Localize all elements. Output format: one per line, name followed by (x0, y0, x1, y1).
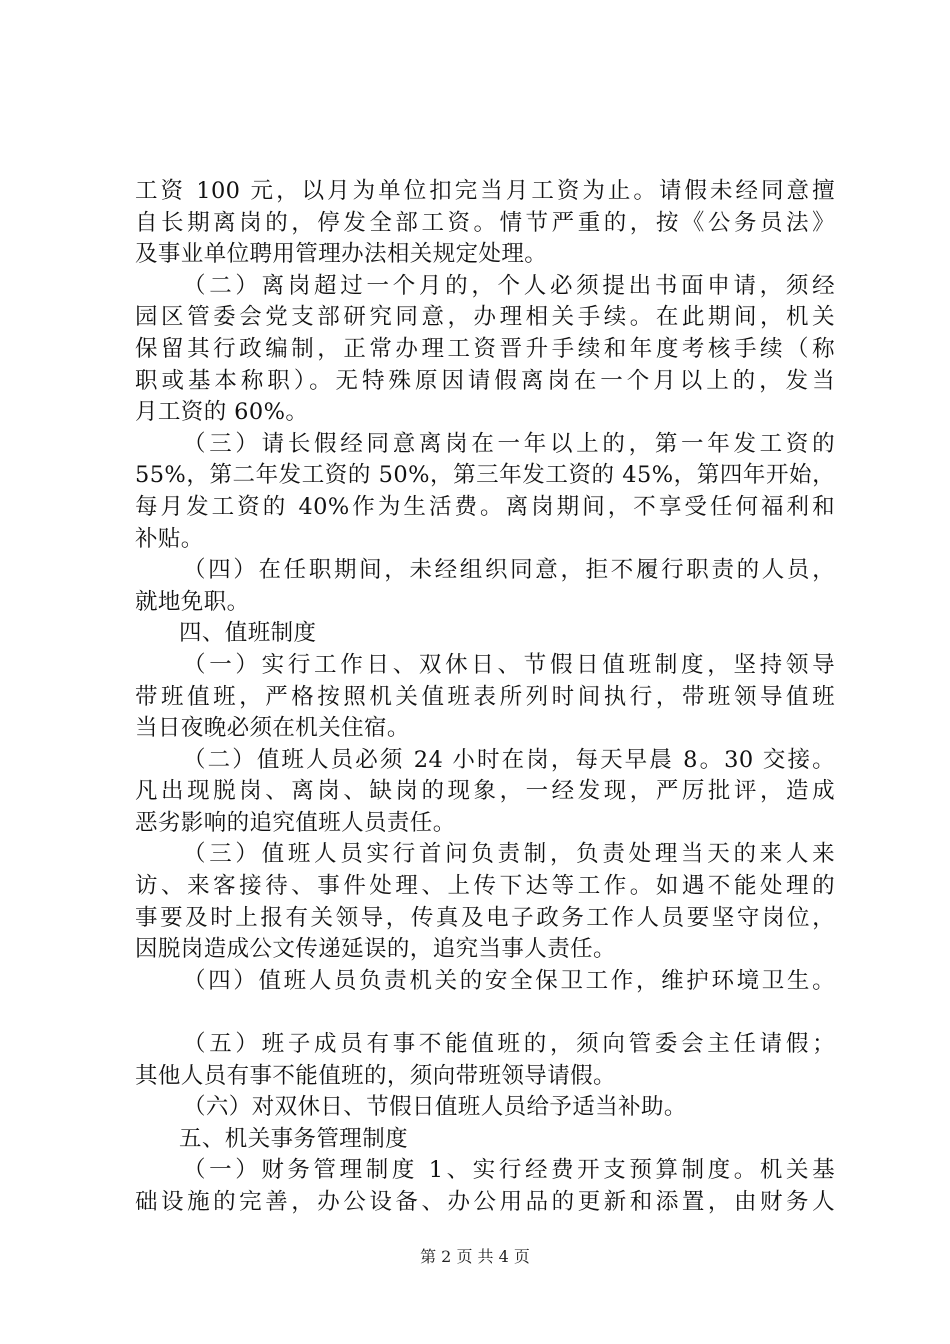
body-line: 础设施的完善，办公设备、办公用品的更新和添置，由财务人 (135, 1189, 835, 1215)
page-footer (0, 1244, 950, 1267)
body-line: 及事业单位聘用管理办法相关规定处理。 (135, 241, 548, 268)
body-line: （五）班子成员有事不能值班的，须向管委会主任请假； (183, 1031, 835, 1058)
body-line: 凡出现脱岗、离岗、缺岗的现象，一经发现，严厉批评，造成 (135, 778, 835, 805)
body-line: 55%，第二年发工资的 50%，第三年发工资的 45%，第四年开始， (135, 462, 835, 489)
body-line: 事要及时上报有关领导，传真及电子政务工作人员要坚守岗位， (135, 904, 835, 931)
body-line: 就地免职。 (135, 588, 250, 615)
body-line: （二）值班人员必须 24 小时在岗，每天早晨 8。30 交接。 (183, 746, 835, 773)
body-line: 补贴。 (135, 525, 204, 552)
body-line: （六）对双休日、节假日值班人员给予适当补助。 (183, 1094, 687, 1121)
body-line: （四）值班人员负责机关的安全保卫工作，维护环境卫生。 (183, 967, 835, 994)
body-line: （四）在任职期间，未经组织同意，拒不履行职责的人员， (183, 557, 835, 584)
section-heading: 四、值班制度 (179, 620, 317, 647)
body-line: （一）财务管理制度 1、实行经费开支预算制度。机关基 (183, 1157, 835, 1184)
body-line: 每月发工资的 40%作为生活费。离岗期间，不享受任何福利和 (135, 493, 835, 520)
body-line: 园区管委会党支部研究同意，办理相关手续。在此期间，机关 (135, 304, 835, 331)
document-body (135, 176, 835, 1219)
body-line: 月工资的 60%。 (135, 399, 309, 426)
body-line: （三）值班人员实行首问负责制，负责处理当天的来人来 (183, 841, 835, 868)
page-number: 第 2 页 共 4 页 (420, 1247, 530, 1266)
section-heading: 五、机关事务管理制度 (179, 1125, 409, 1152)
body-line: （三）请长假经同意离岗在一年以上的，第一年发工资的 (183, 430, 835, 457)
blank-line (135, 997, 835, 1029)
body-line: 带班值班，严格按照机关值班表所列时间执行，带班领导值班 (135, 683, 835, 710)
body-line: 因脱岗造成公文传递延误的，追究当事人责任。 (135, 936, 616, 963)
body-line: 保留其行政编制，正常办理工资晋升手续和年度考核手续（称 (135, 335, 835, 362)
body-line: 恶劣影响的追究值班人员责任。 (135, 809, 456, 836)
body-line: 职或基本称职）。无特殊原因请假离岗在一个月以上的，发当 (135, 367, 835, 394)
body-line: 其他人员有事不能值班的，须向带班领导请假。 (135, 1062, 616, 1089)
body-line: 自长期离岗的，停发全部工资。情节严重的，按《公务员法》 (135, 209, 835, 236)
body-line: 工资 100 元，以月为单位扣完当月工资为止。请假未经同意擅 (135, 178, 835, 204)
body-line: 访、来客接待、事件处理、上传下达等工作。如遇不能处理的 (135, 873, 835, 900)
body-line: 当日夜晚必须在机关住宿。 (135, 715, 410, 742)
body-line: （一）实行工作日、双休日、节假日值班制度，坚持领导 (183, 651, 835, 678)
body-line: （二）离岗超过一个月的，个人必须提出书面申请，须经 (183, 272, 835, 299)
